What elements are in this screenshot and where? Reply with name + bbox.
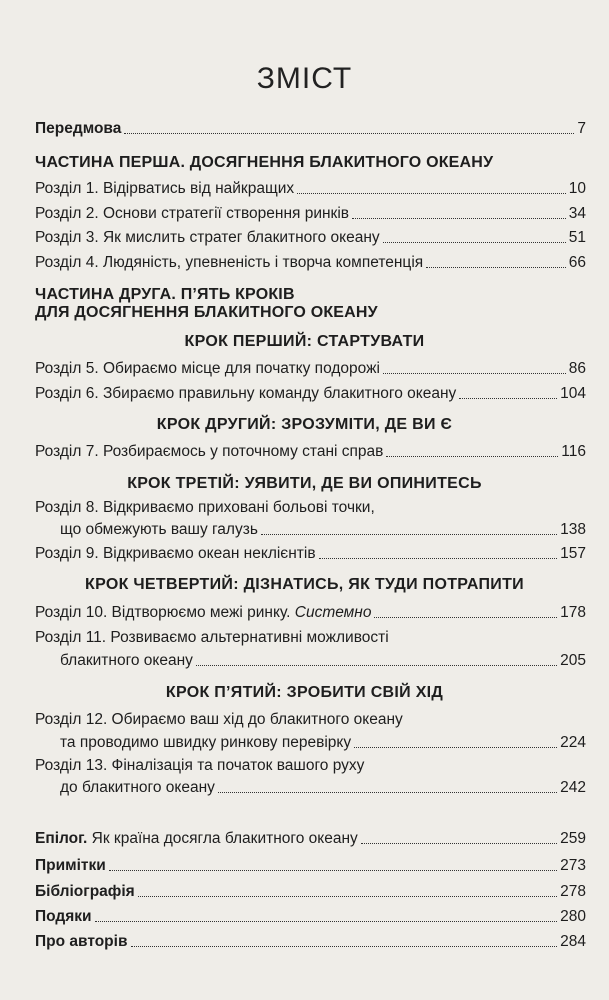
toc-entry-chapter-13-line-1[interactable]: Розділ 13. Фіналізація та початок вашого руху [35, 757, 365, 774]
leader-dots [131, 946, 558, 947]
toc-entry-chapter-1[interactable]: Розділ 1. Відірватись від найкращих 10 [35, 180, 586, 197]
toc-entry-about-authors[interactable]: Про авторів 284 [35, 933, 586, 950]
toc-entry-chapter-10[interactable]: Розділ 10. Відтворюємо межі ринку. Системно 178 [35, 604, 586, 621]
toc-entry-preface[interactable]: Передмова 7 [35, 120, 586, 137]
toc-entry-chapter-7[interactable]: Розділ 7. Розбираємось у поточному стані справ 116 [35, 443, 586, 460]
toc-entry-acknowledgements[interactable]: Подяки 280 [35, 908, 586, 925]
leader-dots [95, 921, 558, 922]
toc-entry-chapter-12[interactable]: та проводимо швидку ринкову перевірку 224 [60, 734, 586, 751]
toc-entry-chapter-11[interactable]: блакитного океану 205 [60, 652, 586, 669]
leader-dots [386, 456, 558, 457]
step-five-heading: КРОК П’ЯТИЙ: ЗРОБИТИ СВІЙ ХІД [165, 684, 444, 701]
leader-dots [426, 267, 566, 268]
leader-dots [352, 218, 566, 219]
toc-entry-chapter-5[interactable]: Розділ 5. Обираємо місце для початку подорожі 86 [35, 360, 586, 377]
toc-entry-notes[interactable]: Примітки 273 [35, 857, 586, 874]
part-two-heading-line-2: ДЛЯ ДОСЯГНЕННЯ БЛАКИТНОГО ОКЕАНУ [35, 304, 378, 321]
leader-dots [354, 747, 557, 748]
toc-entry-chapter-3[interactable]: Розділ 3. Як мислить стратег блакитного океану 51 [35, 229, 586, 246]
toc-entry-epilogue[interactable]: Епілог. Як країна досягла блакитного океану 259 [35, 830, 586, 847]
leader-dots [261, 534, 557, 535]
leader-dots [218, 792, 557, 793]
toc-entry-chapter-4[interactable]: Розділ 4. Людяність, упевненість і творча компетенція 66 [35, 254, 586, 271]
leader-dots [374, 617, 557, 618]
toc-entry-chapter-13[interactable]: до блакитного океану 242 [60, 779, 586, 796]
toc-entry-chapter-8[interactable]: що обмежують вашу галузь 138 [60, 521, 586, 538]
toc-entry-chapter-8-line-1[interactable]: Розділ 8. Відкриваємо приховані больові точки, [35, 499, 375, 516]
leader-dots [297, 193, 566, 194]
step-four-heading: КРОК ЧЕТВЕРТИЙ: ДІЗНАТИСЬ, ЯК ТУДИ ПОТРАПИТИ [85, 576, 524, 593]
toc-entry-chapter-6[interactable]: Розділ 6. Збираємо правильну команду блакитного океану 104 [35, 385, 586, 402]
leader-dots [383, 373, 566, 374]
toc-entry-chapter-12-line-1[interactable]: Розділ 12. Обираємо ваш хід до блакитного океану [35, 711, 403, 728]
leader-dots [138, 896, 557, 897]
step-two-heading: КРОК ДРУГИЙ: ЗРОЗУМІТИ, ДЕ ВИ Є [156, 416, 453, 433]
toc-entry-chapter-11-line-1[interactable]: Розділ 11. Розвиваємо альтернативні можливості [35, 629, 389, 646]
part-two-heading-line-1: ЧАСТИНА ДРУГА. П’ЯТЬ КРОКІВ [35, 286, 295, 303]
leader-dots [319, 558, 558, 559]
leader-dots [124, 133, 574, 134]
toc-entry-chapter-2[interactable]: Розділ 2. Основи стратегії створення ринків 34 [35, 205, 586, 222]
toc-entry-chapter-9[interactable]: Розділ 9. Відкриваємо океан неклієнтів 157 [35, 545, 586, 562]
leader-dots [196, 665, 557, 666]
leader-dots [459, 398, 557, 399]
step-one-heading: КРОК ПЕРШИЙ: СТАРТУВАТИ [184, 333, 425, 350]
page-title: ЗМІСТ [256, 62, 353, 95]
leader-dots [109, 870, 557, 871]
leader-dots [361, 843, 557, 844]
toc-entry-bibliography[interactable]: Бібліографія 278 [35, 883, 586, 900]
part-one-heading: ЧАСТИНА ПЕРША. ДОСЯГНЕННЯ БЛАКИТНОГО ОКЕАНУ [35, 154, 494, 171]
leader-dots [383, 242, 566, 243]
step-three-heading: КРОК ТРЕТІЙ: УЯВИТИ, ДЕ ВИ ОПИНИТЕСЬ [127, 475, 482, 492]
